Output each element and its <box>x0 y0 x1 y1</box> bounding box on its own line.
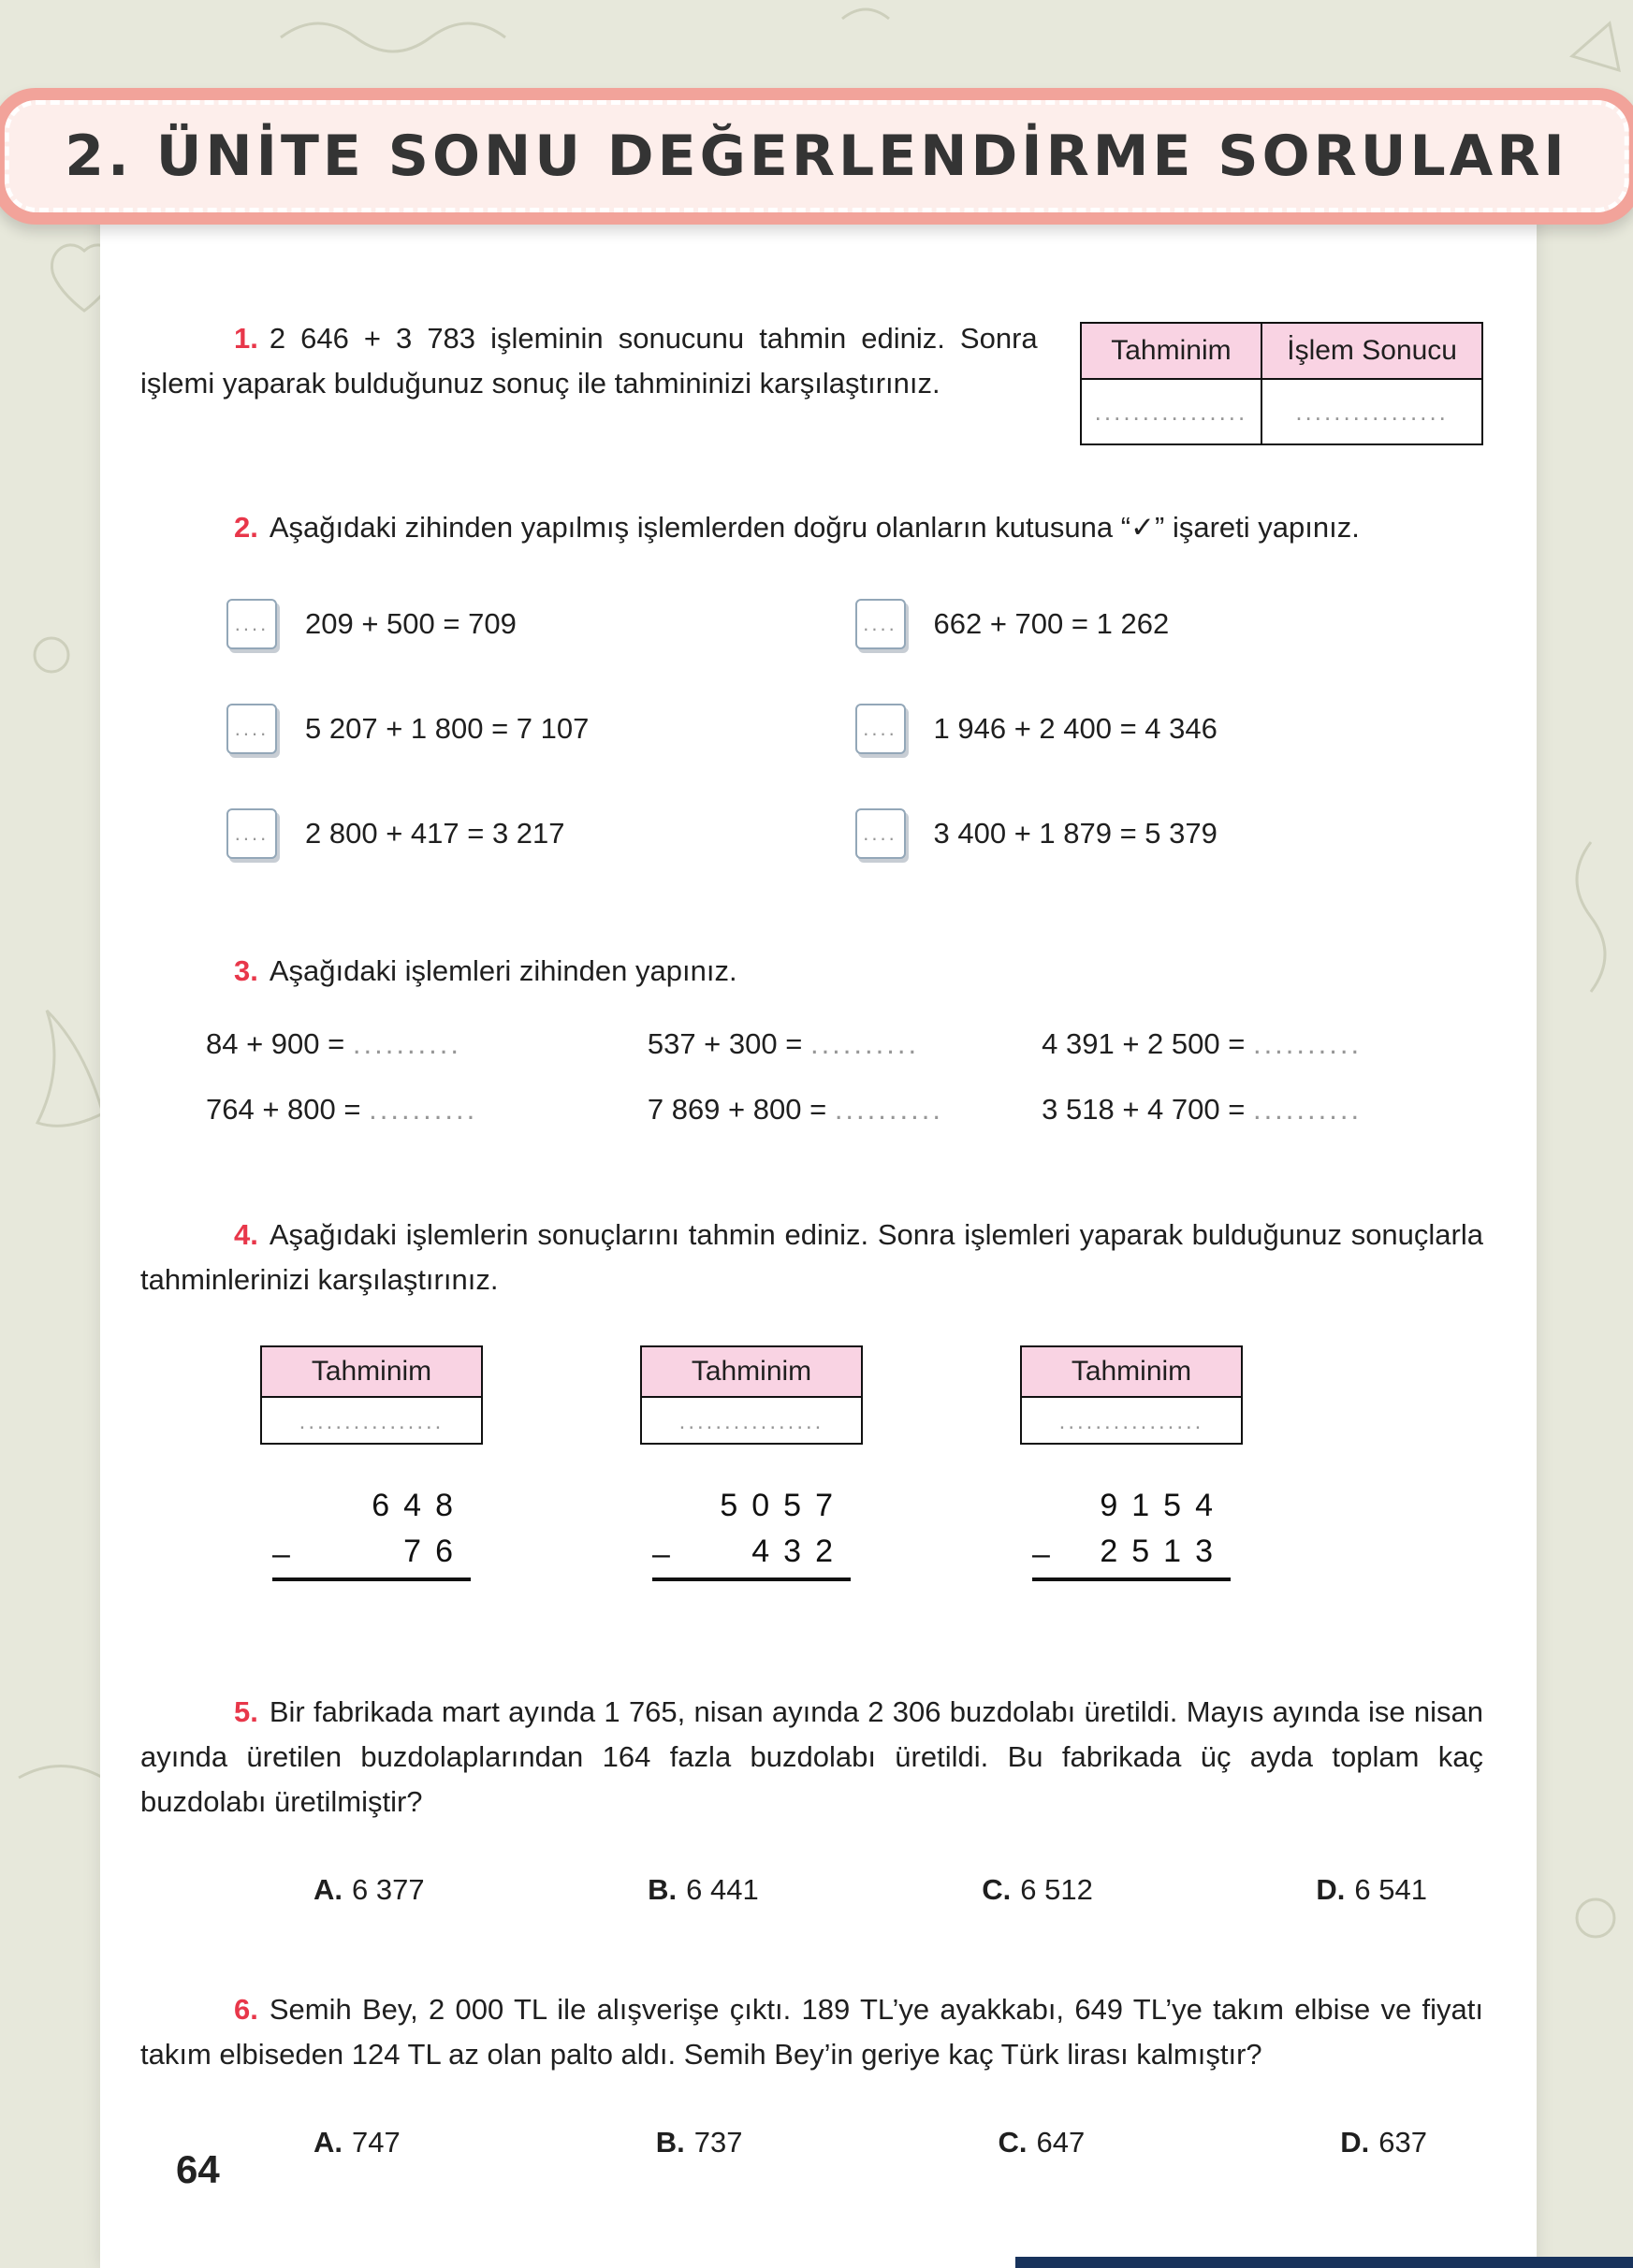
answer-blank: .......... <box>352 1027 462 1061</box>
answer-checkbox[interactable]: .... <box>226 599 277 649</box>
question-2-number: 2. <box>234 511 258 544</box>
subtrahend: 2513 <box>1100 1534 1227 1570</box>
tahminim-header: Tahminim <box>1020 1345 1243 1398</box>
question-1-number: 1. <box>234 322 258 355</box>
answer-checkbox[interactable]: .... <box>226 808 277 859</box>
question-5 <box>140 1690 1483 1907</box>
tahminim-header: Tahminim <box>260 1345 483 1398</box>
subtrahend: 432 <box>751 1534 847 1570</box>
equation-text: 662 + 700 = 1 262 <box>933 607 1170 641</box>
answer-checkbox[interactable]: .... <box>855 599 906 649</box>
question-3 <box>140 949 1483 1127</box>
equation-text: 2 800 + 417 = 3 217 <box>305 817 565 850</box>
question-4-number: 4. <box>234 1218 258 1252</box>
subtrahend-row <box>272 1524 471 1581</box>
estimate-result-table <box>1080 322 1483 445</box>
question-2-text <box>140 505 1483 550</box>
question-5-options <box>313 1873 1427 1907</box>
mental-math-item[interactable]: 3 518 + 4 700 = .......... <box>1042 1093 1363 1127</box>
mental-math-item[interactable]: 84 + 900 = .......... <box>206 1027 462 1061</box>
question-6-options <box>313 2126 1427 2159</box>
minuend: 9154 <box>1100 1488 1227 1524</box>
question-5-body: Bir fabrikada mart ayında 1 765, nisan ayında 2 306 buzdolabı üretildi. Mayıs ayında ise nisan ayında üretilen buzdolaplarından 164 fazla buzdolabı üretildi. Bu fabrikada üç ayda toplam kaç buzdolabı üretilmiştir? <box>140 1695 1483 1819</box>
tahminim-answer-cell[interactable]: ................ <box>1020 1398 1243 1445</box>
option-c[interactable]: C. 647 <box>998 2126 1086 2159</box>
minuend: 5057 <box>720 1488 847 1524</box>
option-c[interactable]: C. 6 512 <box>982 1873 1093 1907</box>
option-d[interactable]: D. 637 <box>1340 2126 1427 2159</box>
tahminim-box <box>640 1345 863 1445</box>
question-3-number: 3. <box>234 954 258 988</box>
mental-math-grid <box>140 1027 1483 1127</box>
tahminim-box <box>260 1345 483 1445</box>
check-item <box>226 704 855 754</box>
tahminim-answer-cell[interactable]: ................ <box>640 1398 863 1445</box>
question-6-text <box>140 1987 1483 2077</box>
question-5-number: 5. <box>234 1695 258 1729</box>
option-d[interactable]: D. 6 541 <box>1316 1873 1427 1907</box>
minus-sign: – <box>1032 1536 1050 1573</box>
minus-sign: – <box>652 1536 670 1573</box>
page-edge-stripe <box>1015 2257 1633 2268</box>
vertical-subtraction <box>652 1488 851 1581</box>
question-3-text <box>140 949 1483 994</box>
table-header-islem-sonucu: İşlem Sonucu <box>1261 323 1482 379</box>
mental-math-item[interactable]: 7 869 + 800 = .......... <box>647 1093 943 1127</box>
page-number: 64 <box>176 2147 220 2191</box>
answer-blank: .......... <box>1252 1093 1363 1127</box>
question-3-body: Aşağıdaki işlemleri zihinden yapınız. <box>269 954 737 988</box>
option-b[interactable]: B. 6 441 <box>648 1873 759 1907</box>
option-b[interactable]: B. 737 <box>655 2126 743 2159</box>
vertical-subtraction <box>272 1488 471 1581</box>
subtraction-problem <box>260 1345 483 1581</box>
subtrahend-row <box>1032 1524 1231 1581</box>
option-a[interactable]: A. 6 377 <box>313 1873 425 1907</box>
tahminim-box <box>1020 1345 1243 1445</box>
minuend: 648 <box>372 1488 467 1524</box>
subtrahend: 76 <box>403 1534 467 1570</box>
tahminim-header: Tahminim <box>640 1345 863 1398</box>
answer-checkbox[interactable]: .... <box>855 808 906 859</box>
tahminim-answer-cell[interactable]: ................ <box>1081 379 1262 444</box>
question-4-text <box>140 1213 1483 1302</box>
mental-math-item[interactable]: 764 + 800 = .......... <box>206 1093 478 1127</box>
table-header-tahminim: Tahminim <box>1081 323 1262 379</box>
answer-checkbox[interactable]: .... <box>855 704 906 754</box>
check-item <box>855 599 1484 649</box>
equation-text: 3 400 + 1 879 = 5 379 <box>933 817 1217 850</box>
question-6-body: Semih Bey, 2 000 TL ile alışverişe çıktı. 189 TL’ye ayakkabı, 649 TL’ye takım elbise ve fiyatı takım elbiseden 124 TL az olan palto aldı. Semih Bey’in geriye kaç Türk lirası kalmıştır? <box>140 1993 1483 2072</box>
question-6-number: 6. <box>234 1993 258 2027</box>
page-title-inner <box>4 100 1628 212</box>
answer-blank: .......... <box>809 1027 920 1061</box>
equation-text: 5 207 + 1 800 = 7 107 <box>305 712 590 746</box>
check-item <box>855 808 1484 859</box>
equation-text: 1 946 + 2 400 = 4 346 <box>933 712 1217 746</box>
option-a[interactable]: A. 747 <box>313 2126 401 2159</box>
page-title: 2. ÜNİTE SONU DEĞERLENDİRME SORULARI <box>65 124 1568 189</box>
answer-blank: .......... <box>834 1093 943 1127</box>
answer-blank: .......... <box>369 1093 478 1127</box>
subtraction-columns <box>140 1345 1483 1581</box>
question-1-text <box>140 316 1038 406</box>
vertical-subtraction <box>1032 1488 1231 1581</box>
subtraction-problem <box>1020 1345 1243 1581</box>
check-item <box>226 808 855 859</box>
check-item <box>226 599 855 649</box>
mental-math-item[interactable]: 537 + 300 = .......... <box>647 1027 920 1061</box>
answer-blank: .......... <box>1252 1027 1363 1061</box>
tahminim-answer-cell[interactable]: ................ <box>260 1398 483 1445</box>
check-item <box>855 704 1484 754</box>
islem-sonucu-answer-cell[interactable]: ................ <box>1261 379 1482 444</box>
question-4-body: Aşağıdaki işlemlerin sonuçlarını tahmin ediniz. Sonra işlemleri yaparak bulduğunuz sonuçlarla tahminlerinizi karşılaştırınız. <box>140 1218 1483 1297</box>
question-1 <box>140 316 1483 445</box>
question-2-body: Aşağıdaki zihinden yapılmış işlemlerden doğru olanların kutusuna “✓” işareti yapınız. <box>269 511 1360 544</box>
page-content <box>140 316 1483 2159</box>
question-2 <box>140 505 1483 859</box>
question-1-body: 2 646 + 3 783 işleminin sonucunu tahmin ediniz. Sonra işlemi yaparak bulduğunuz sonuç ile tahmininizi karşılaştırınız. <box>140 322 1038 400</box>
minus-sign: – <box>272 1536 290 1573</box>
check-grid <box>140 599 1483 859</box>
page-title-banner <box>0 88 1633 225</box>
question-5-text <box>140 1690 1483 1825</box>
equation-text: 209 + 500 = 709 <box>305 607 517 641</box>
question-4 <box>140 1213 1483 1581</box>
subtraction-problem <box>640 1345 863 1581</box>
question-6 <box>140 1987 1483 2159</box>
mental-math-item[interactable]: 4 391 + 2 500 = .......... <box>1042 1027 1363 1061</box>
subtrahend-row <box>652 1524 851 1581</box>
answer-checkbox[interactable]: .... <box>226 704 277 754</box>
